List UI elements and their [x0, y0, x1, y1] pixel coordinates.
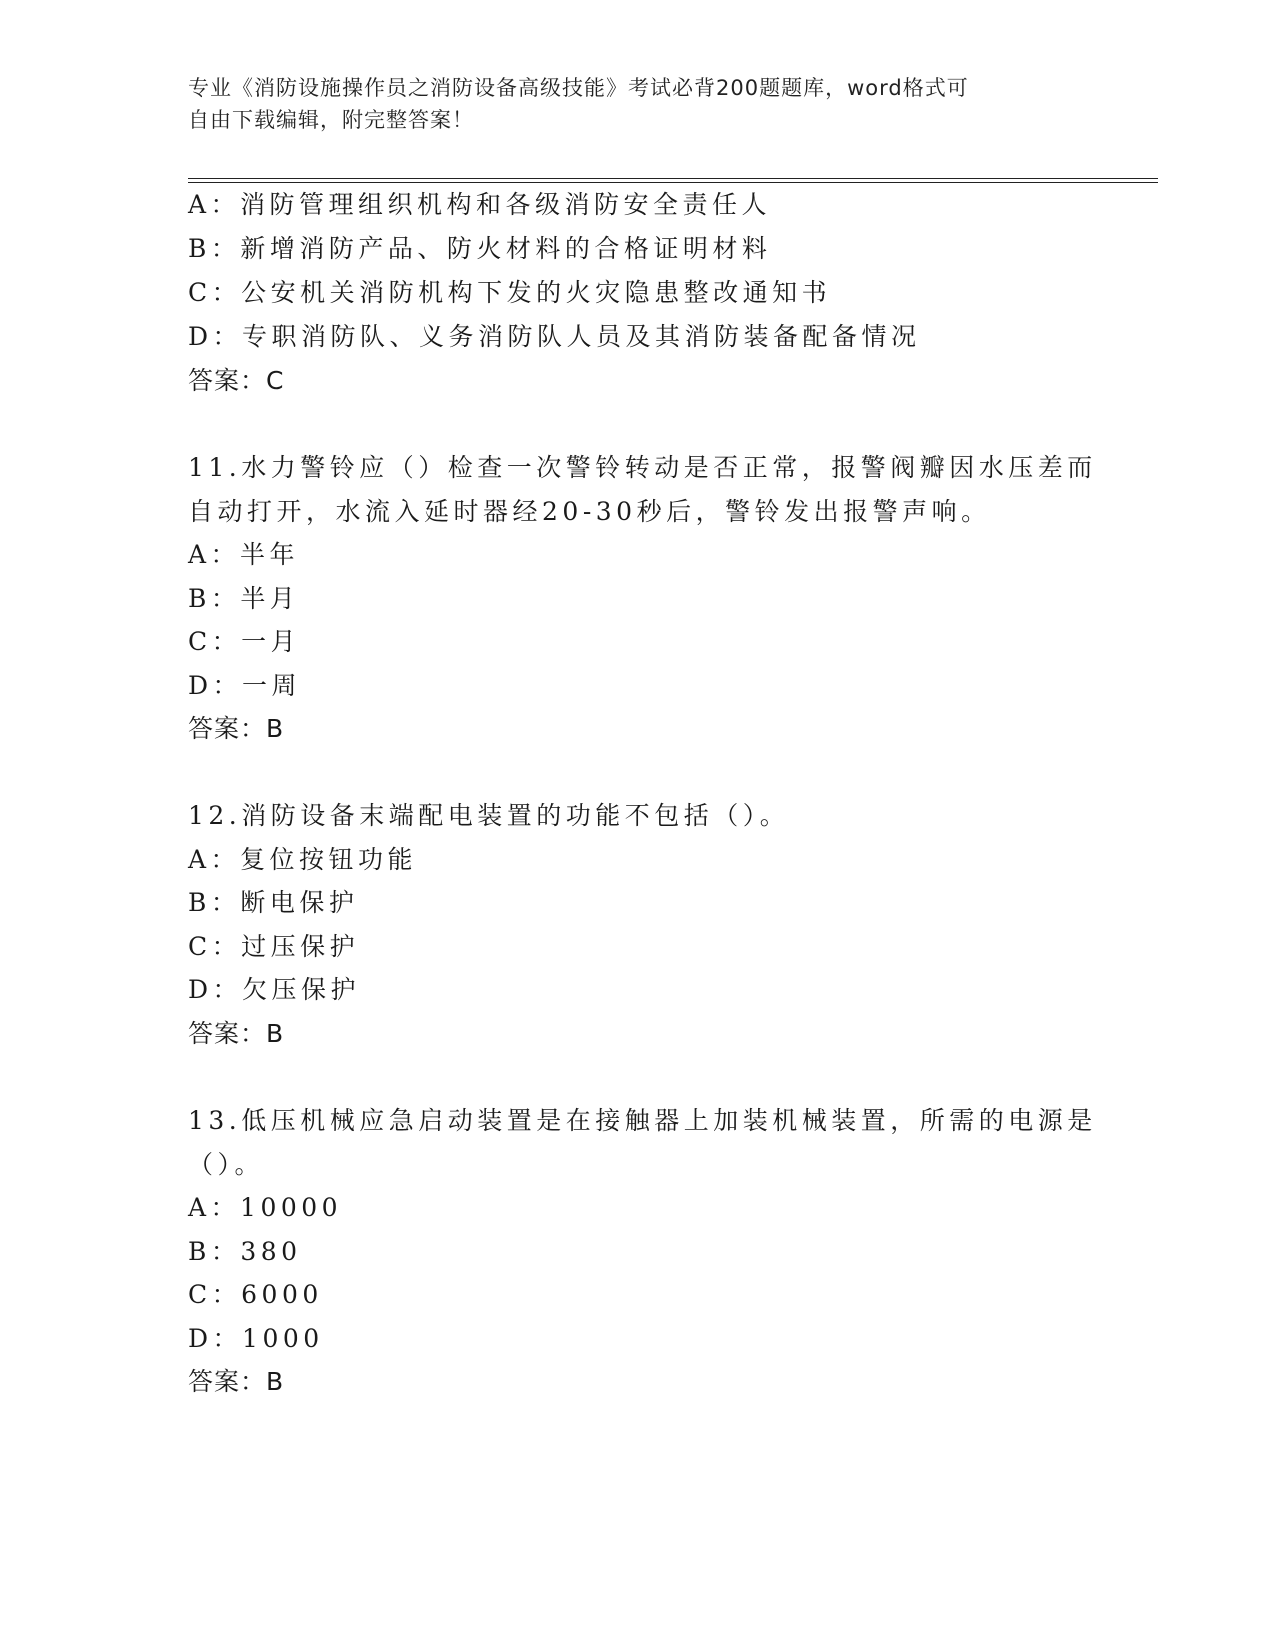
q13-text-line-2: （）。: [188, 1150, 265, 1179]
q11-answer: 答案：B: [188, 714, 285, 743]
header-divider-bottom: [188, 182, 1158, 183]
q12-option-c: C：过压保护: [188, 932, 360, 961]
document-header: [188, 72, 1088, 136]
header-line-2: 自由下载编辑，附完整答案！: [188, 108, 474, 132]
q12-option-a: A：复位按钮功能: [188, 845, 418, 874]
q13-answer: 答案：B: [188, 1367, 285, 1396]
q13-option-d: D：1000: [188, 1324, 324, 1353]
q13-option-b: B：380: [188, 1237, 302, 1266]
q12-option-d: D：欠压保护: [188, 975, 361, 1004]
q11-text-line-1: 11.水力警铃应（）检查一次警铃转动是否正常，报警阀瓣因水压差而: [188, 453, 1097, 482]
q13-option-c: C：6000: [188, 1280, 323, 1309]
q12-option-b: B：断电保护: [188, 888, 359, 917]
q11-text-line-2: 自动打开，水流入延时器经20-30秒后，警铃发出报警声响。: [188, 497, 991, 526]
q12-answer: 答案：B: [188, 1019, 285, 1048]
q11-option-c: C：一月: [188, 627, 301, 656]
header-line-1: 专业《消防设施操作员之消防设备高级技能》考试必背200题题库，word格式可: [188, 76, 969, 100]
q10-option-a: A：消防管理组织机构和各级消防安全责任人: [188, 190, 772, 219]
q10-answer: 答案：C: [188, 366, 285, 395]
q13-text-line-1: 13.低压机械应急启动装置是在接触器上加装机械装置，所需的电源是: [188, 1106, 1097, 1135]
q11-option-a: A：半年: [188, 540, 300, 569]
q13-option-a: A：10000: [188, 1193, 343, 1222]
q12-text-line-1: 12.消防设备末端配电装置的功能不包括（）。: [188, 801, 790, 830]
q11-option-d: D：一周: [188, 671, 302, 700]
header-divider-top: [188, 178, 1158, 179]
q10-option-b: B：新增消防产品、防火材料的合格证明材料: [188, 234, 772, 263]
q11-option-b: B：半月: [188, 584, 300, 613]
q10-option-c: C：公安机关消防机构下发的火灾隐患整改通知书: [188, 278, 832, 307]
q10-option-d: D：专职消防队、义务消防队人员及其消防装备配备情况: [188, 322, 921, 351]
